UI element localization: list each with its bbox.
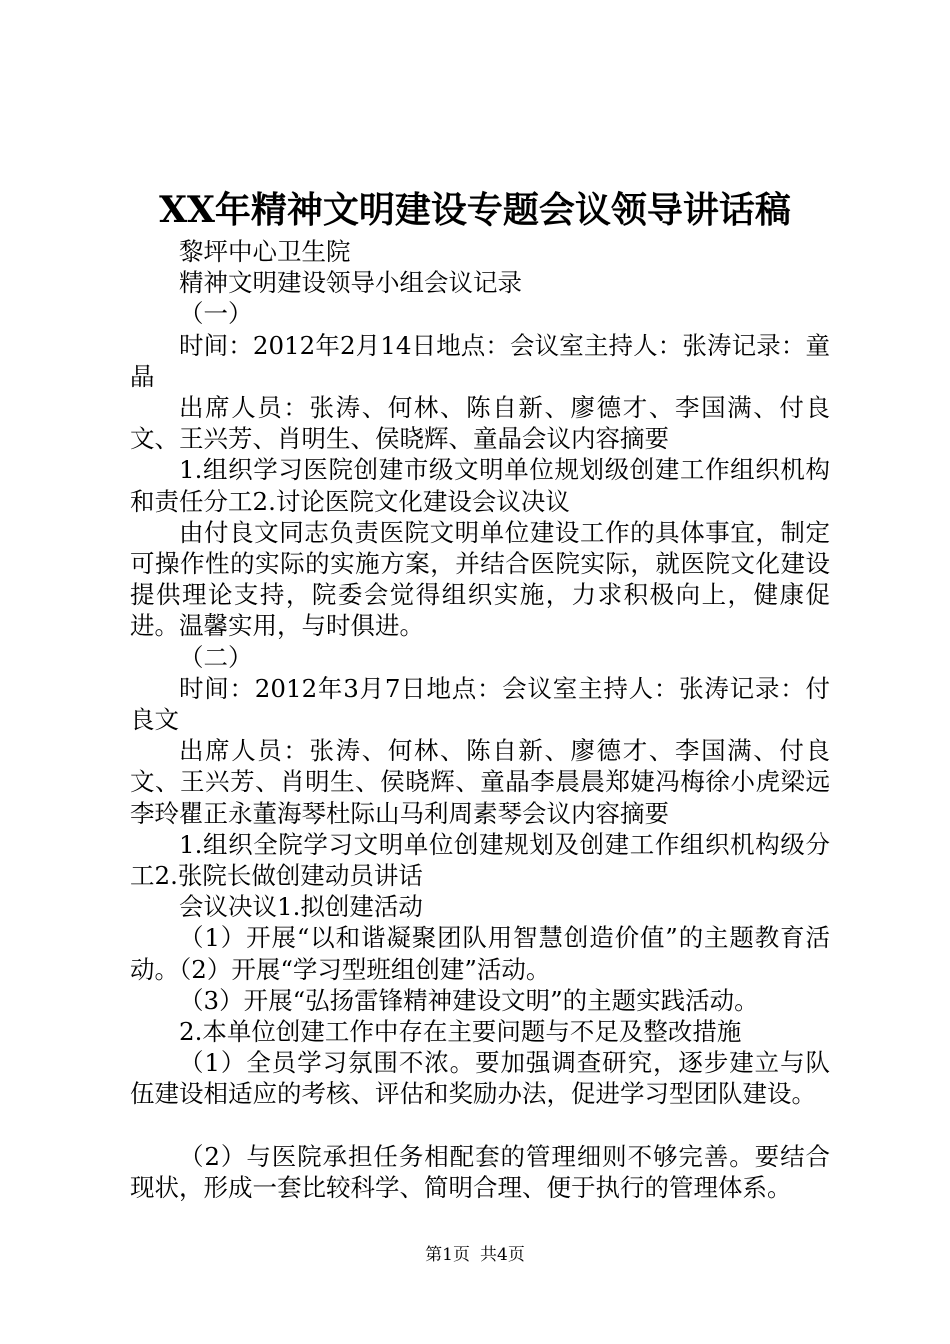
paragraph-activity-1-2: （1）开展“以和谐凝聚团队用智慧创造价值”的主题教育活动。（2）开展“学习型班组创建”活动。 [130,923,830,984]
paragraph-problem-1: （1）全员学习氛围不浓。要加强调查研究，逐步建立与队伍建设相适应的考核、评估和奖励办法，促进学习型团队建设。 [130,1048,830,1109]
paragraph-meeting-two-resolution: 会议决议1.拟创建活动 [179,892,423,922]
paragraph-meeting-one-info: 时间：2012年2月14日地点：会议室主持人：张涛记录：童晶 [130,330,830,391]
page-number: 第1页 [425,1245,470,1265]
paragraph-problem-2: （2）与医院承担任务相配套的管理细则不够完善。要结合现状，形成一套比较科学、简明合理、便于执行的管理体系。 [130,1141,830,1202]
paragraph-meeting-one-attendees: 出席人员：张涛、何林、陈自新、廖德才、李国满、付良文、王兴芳、肖明生、侯晓辉、童晶会议内容摘要 [130,393,830,454]
paragraph-meeting-two-agenda: 1.组织全院学习文明单位创建规划及创建工作组织机构级分工2.张院长做创建动员讲话 [130,829,830,891]
paragraph-section-two: （二） [179,642,253,672]
paragraph-section-one: （一） [179,299,253,329]
paragraph-meeting-one-agenda: 1.组织学习医院创建市级文明单位规划级创建工作组织机构和责任分工2.讨论医院文化建设会议决议 [130,455,830,516]
paragraph-meeting-two-attendees: 出席人员：张涛、何林、陈自新、廖德才、李国满、付良文、王兴芳、肖明生、侯晓辉、童晶李晨晨郑婕冯梅徐小虎梁远李玲瞿正永董海琴杜际山马利周素琴会议内容摘要 [130,736,830,828]
paragraph-problems-heading: 2.本单位创建工作中存在主要问题与不足及整改措施 [179,1017,742,1047]
document-title: XX年精神文明建设专题会议领导讲话稿 [159,189,791,231]
paragraph-activity-3: （3）开展“弘扬雷锋精神建设文明”的主题实践活动。 [179,985,759,1015]
document-body [130,236,830,1203]
paragraph-meeting-one-resolution: 由付良文同志负责医院文明单位建设工作的具体事宜，制定可操作性的实际的实施方案，并结合医院实际，就医院文化建设提供理论支持，院委会觉得组织实施，力求积极向上，健康促进。温馨实用，与时俱进。 [130,517,830,641]
paragraph-record-heading: 精神文明建设领导小组会议记录 [179,268,522,298]
page-footer [0,1244,950,1266]
paragraph-meeting-two-info: 时间：2012年3月7日地点：会议室主持人：张涛记录：付良文 [130,673,830,735]
paragraph-organization: 黎坪中心卫生院 [179,237,351,266]
page-total: 共4页 [480,1245,525,1265]
